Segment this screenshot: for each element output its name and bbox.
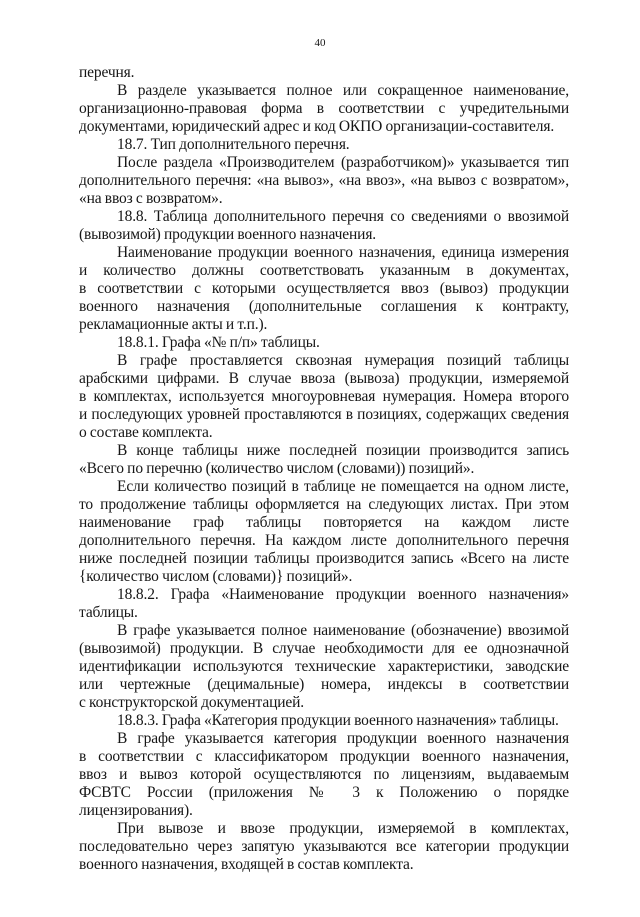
text-line: В графе проставляется сквозная нумерация позиций таблицы (117, 352, 569, 369)
text-line: военного назначения (дополнительные соглашения к контракту, (79, 298, 569, 315)
text-line: наименование граф таблицы повторяется на каждом листе (79, 514, 569, 531)
text-line: (вывозимой) продукции. В случае необходимости для ее однозначной (79, 640, 569, 657)
text-line: В графе указывается категория продукции военного назначения (117, 730, 569, 747)
text-line: в комплектах, используется многоуровневая нумерация. Номера второго (79, 388, 569, 405)
text-line: 18.8. Таблица дополнительного перечня со сведениями о ввозимой (117, 208, 569, 225)
text-line: идентификации используются технические характеристики, заводские (79, 658, 569, 675)
text-line: 18.8.3. Графа «Категория продукции военного назначения» таблицы. (117, 712, 559, 729)
text-line: или чертежные (децимальные) номера, индексы в соответствии (79, 676, 569, 693)
text-line: с конструкторской документацией. (79, 694, 304, 711)
text-line: арабскими цифрами. В случае ввоза (вывоза) продукции, измеряемой (79, 370, 569, 387)
text-line: таблицы. (79, 604, 138, 621)
text-line: {количество числом (словами)} позиций». (79, 568, 353, 585)
text-line: дополнительного перечня. На каждом листе дополнительного перечня (79, 532, 569, 549)
text-line: В графе указывается полное наименование (обозначение) ввозимой (117, 622, 569, 639)
text-line: перечня. (79, 64, 135, 81)
text-line: организационно-правовая форма в соответствии с учредительными (79, 100, 569, 117)
text-line: рекламационные акты и т.п.). (79, 316, 268, 333)
text-line: последовательно через запятую указываются все категории продукции (79, 838, 569, 855)
text-line: Наименование продукции военного назначения, единица измерения (117, 244, 569, 261)
page-number: 40 (314, 37, 326, 49)
text-line: о составе комплекта. (79, 424, 213, 441)
text-line: то продолжение таблицы оформляется на следующих листах. При этом (79, 496, 569, 513)
text-line: и последующих уровней проставляются в позициях, содержащих сведения (79, 406, 569, 423)
text-line: ФСВТС России (приложения № 3 к Положению о порядке (79, 784, 569, 801)
text-line: в соответствии с классификатором продукции военного назначения, (79, 748, 569, 765)
text-line: «Всего по перечню (количество числом (словами)) позиций». (79, 460, 475, 477)
text-line: При вывозе и ввозе продукции, измеряемой в комплектах, (117, 820, 569, 837)
text-line: Если количество позиций в таблице не помещается на одном листе, (117, 478, 569, 495)
text-line: 18.8.2. Графа «Наименование продукции военного назначения» (117, 586, 569, 603)
text-line: лицензирования). (79, 802, 193, 819)
text-line: 18.7. Тип дополнительного перечня. (117, 136, 350, 153)
text-line: документами, юридический адрес и код ОКПО организации-составителя. (79, 118, 555, 135)
text-line: После раздела «Производителем (разработчиком)» указывается тип (117, 154, 569, 171)
text-line: и количество должны соответствовать указанным в документах, (79, 262, 569, 279)
text-line: военного назначения, входящей в состав комплекта. (79, 856, 414, 873)
text-line: ниже последней позиции таблицы производится запись «Всего на листе (79, 550, 569, 567)
text-line: В конце таблицы ниже последней позиции производится запись (117, 442, 569, 459)
text-line: ввоз и вывоз которой осуществляются по лицензиям, выдаваемым (79, 766, 569, 783)
text-line: В разделе указывается полное или сокращенное наименование, (117, 82, 569, 99)
text-line: 18.8.1. Графа «№ п/п» таблицы. (117, 334, 320, 351)
text-line: в соответствии с которыми осуществляется ввоз (вывоз) продукции (79, 280, 569, 297)
text-line: «на ввоз с возвратом». (79, 190, 223, 207)
text-line: (вывозимой) продукции военного назначения. (79, 226, 377, 243)
text-line: дополнительного перечня: «на вывоз», «на ввоз», «на вывоз с возвратом», (79, 172, 569, 189)
